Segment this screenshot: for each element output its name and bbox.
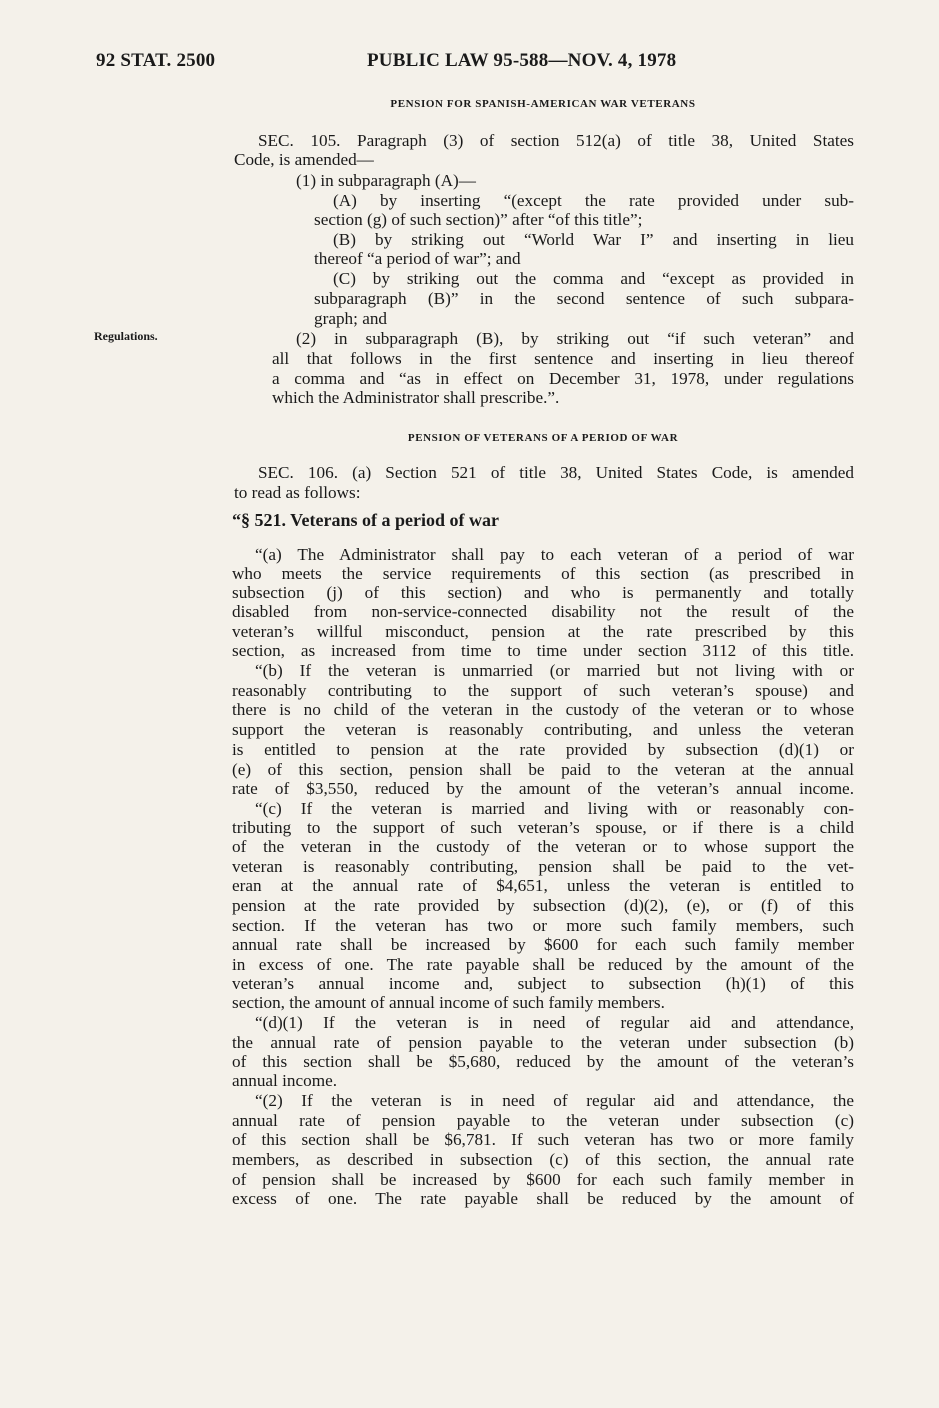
- text-line: who meets the service requirements of this section (as prescribed in: [232, 564, 854, 583]
- text-line: support the veteran is reasonably contributing, and unless the veteran: [232, 720, 854, 739]
- text-line: (A) by inserting “(except the rate provided under sub-: [333, 191, 854, 210]
- text-line: of this section shall be $5,680, reduced by the amount of the veteran’s: [232, 1052, 854, 1071]
- text-line: of this section shall be $6,781. If such veteran has two or more family: [232, 1130, 854, 1149]
- text-line: annual rate of pension payable to the veteran under subsection (c): [232, 1111, 854, 1130]
- text-line: graph; and: [314, 309, 388, 328]
- text-line: subparagraph (B)” in the second sentence of such subpara-: [314, 289, 854, 308]
- heading-period-of-war: PENSION OF VETERANS OF A PERIOD OF WAR: [407, 432, 679, 444]
- text-line: “(a) The Administrator shall pay to each veteran of a period of war: [255, 545, 854, 564]
- public-law-citation: PUBLIC LAW 95-588—NOV. 4, 1978: [367, 50, 677, 71]
- text-line: (C) by striking out the comma and “except as provided in: [333, 269, 854, 288]
- text-line: all that follows in the first sentence and inserting in lieu thereof: [272, 349, 854, 368]
- text-line: eran at the annual rate of $4,651, unless the veteran is entitled to: [232, 876, 854, 895]
- heading-spanish-american-war: PENSION FOR SPANISH-AMERICAN WAR VETERANS: [390, 98, 696, 110]
- text-line: tributing to the support of such veteran’s spouse, or if there is a child: [232, 818, 854, 837]
- text-line: (1) in subparagraph (A)—: [296, 171, 476, 190]
- text-line: “(2) If the veteran is in need of regular aid and attendance, the: [255, 1091, 854, 1110]
- text-line: section, the amount of annual income of such family members.: [232, 993, 665, 1012]
- text-line: section (g) of such section)” after “of this title”;: [314, 210, 643, 229]
- text-line: a comma and “as in effect on December 31, 1978, under regulations: [272, 369, 854, 388]
- text-line: veteran is reasonably contributing, pension shall be paid to the vet-: [232, 857, 854, 876]
- text-line: of the veteran in the custody of the veteran or to whose support the: [232, 837, 854, 856]
- text-line: section, as increased from time to time under section 3112 of this title.: [232, 641, 854, 660]
- margin-note-regulations: Regulations.: [94, 329, 158, 343]
- text-line: of pension shall be increased by $600 for each such family member in: [232, 1170, 854, 1189]
- text-line: is entitled to pension at the rate provided by subsection (d)(1) or: [232, 740, 854, 759]
- text-line: excess of one. The rate payable shall be reduced by the amount of: [232, 1189, 854, 1208]
- text-line: “(c) If the veteran is married and living with or reasonably con-: [255, 799, 854, 818]
- text-line: there is no child of the veteran in the custody of the veteran or to whose: [232, 700, 854, 719]
- text-line: (2) in subparagraph (B), by striking out “if such veteran” and: [296, 329, 854, 348]
- text-line: which the Administrator shall prescribe.”.: [272, 388, 560, 407]
- text-line: in excess of one. The rate payable shall be reduced by the amount of the: [232, 955, 854, 974]
- text-line: rate of $3,550, reduced by the amount of the veteran’s annual income.: [232, 779, 854, 798]
- text-line: members, as described in subsection (c) of this section, the annual rate: [232, 1150, 854, 1169]
- text-line: pension at the rate provided by subsection (d)(2), (e), or (f) of this: [232, 896, 854, 915]
- text-line: the annual rate of pension payable to the veteran under subsection (b): [232, 1033, 854, 1052]
- text-line: “(d)(1) If the veteran is in need of regular aid and attendance,: [255, 1013, 854, 1032]
- text-line: annual rate shall be increased by $600 for each such family member: [232, 935, 854, 954]
- text-line: Code, is amended—: [234, 150, 374, 169]
- text-line: (B) by striking out “World War I” and inserting in lieu: [333, 230, 854, 249]
- text-line: disabled from non-service-connected disability not the result of the: [232, 602, 854, 621]
- text-line: reasonably contributing to the support of such veteran’s spouse) and: [232, 681, 854, 700]
- text-line: (e) of this section, pension shall be paid to the veteran at the annual: [232, 760, 854, 779]
- stat-page-number: 92 STAT. 2500: [96, 50, 216, 71]
- text-line: annual income.: [232, 1071, 337, 1090]
- text-line: “(b) If the veteran is unmarried (or married but not living with or: [255, 661, 854, 680]
- text-line: SEC. 105. Paragraph (3) of section 512(a) of title 38, United States: [258, 131, 854, 150]
- text-line: subsection (j) of this section) and who is permanently and totally: [232, 583, 854, 602]
- text-line: veteran’s willful misconduct, pension at the rate prescribed by this: [232, 622, 854, 641]
- text-line: SEC. 106. (a) Section 521 of title 38, United States Code, is amended: [258, 463, 854, 482]
- text-line: thereof “a period of war”; and: [314, 249, 521, 268]
- text-line: to read as follows:: [234, 483, 361, 502]
- section-title: “§ 521. Veterans of a period of war: [232, 510, 499, 530]
- running-head: [96, 50, 853, 80]
- text-line: veteran’s annual income and, subject to subsection (h)(1) of this: [232, 974, 854, 993]
- text-line: section. If the veteran has two or more such family members, such: [232, 916, 854, 935]
